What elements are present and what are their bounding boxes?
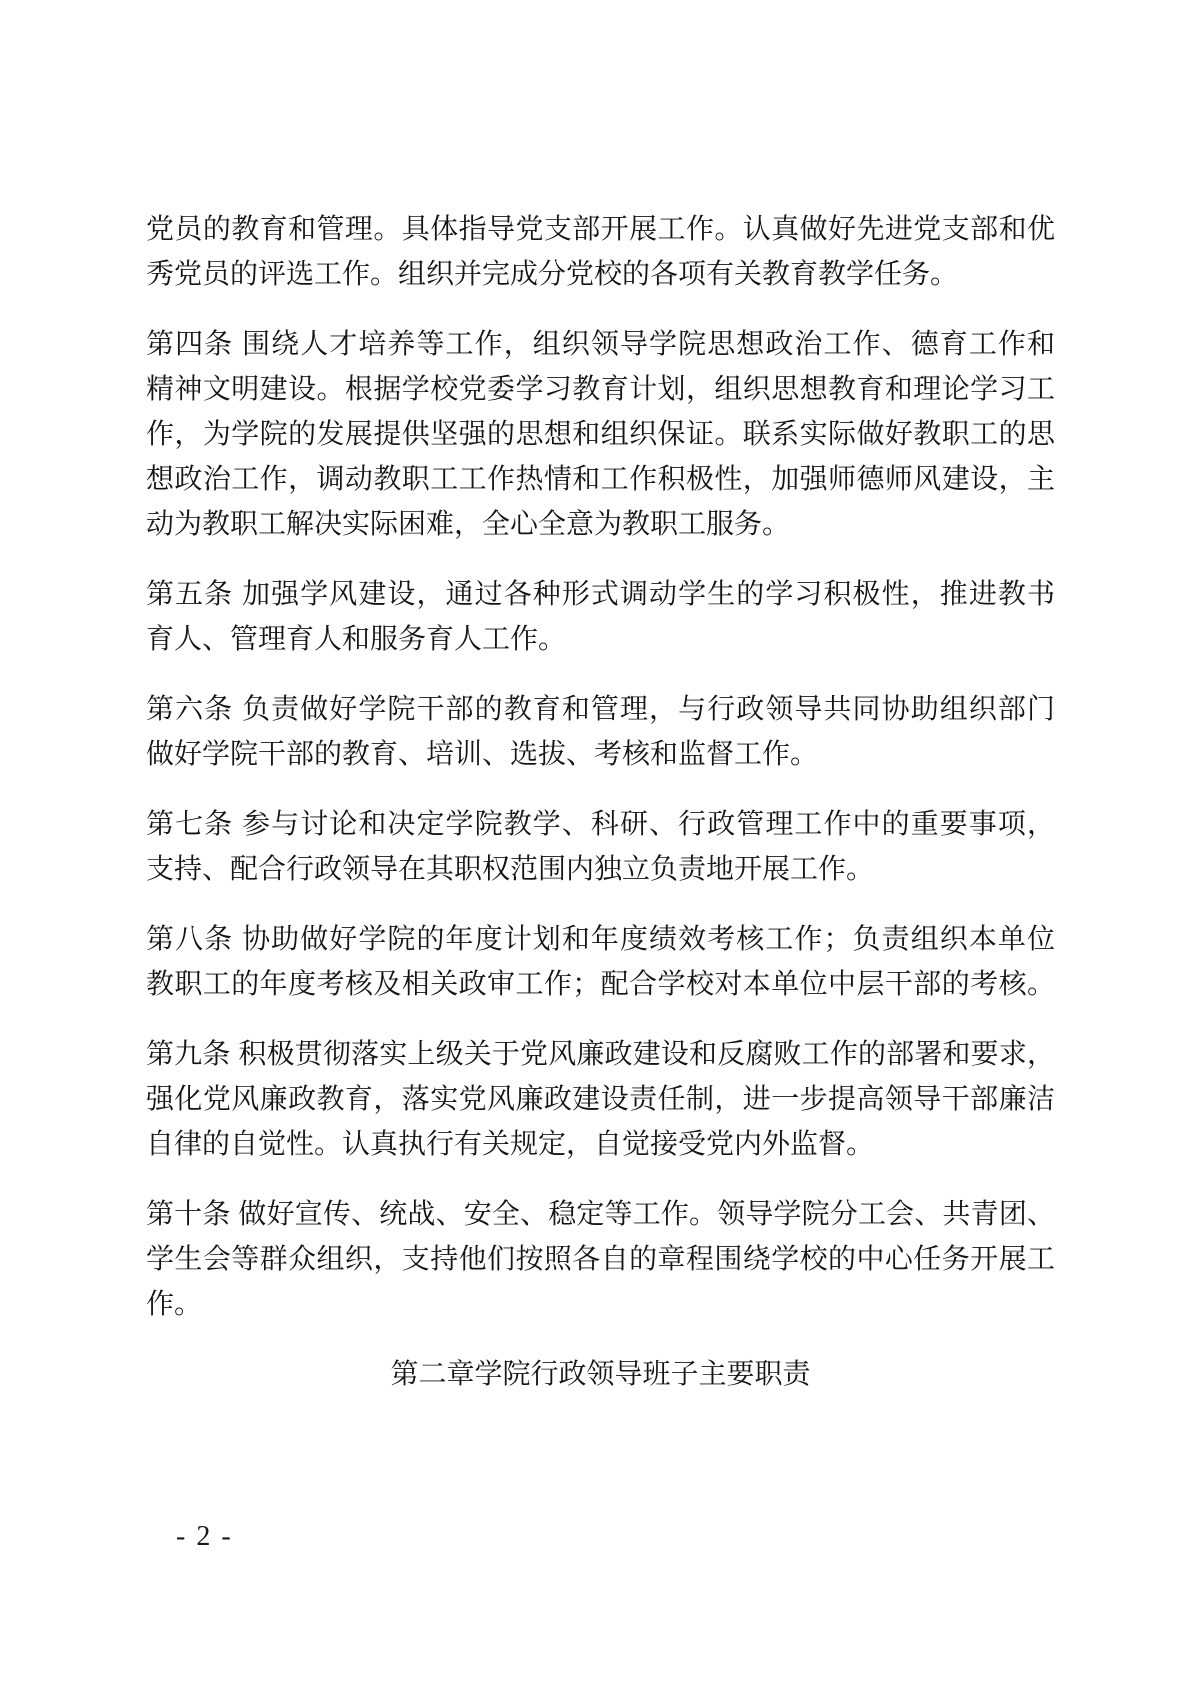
text-line: 秀党员的评选工作。组织并完成分党校的各项有关教育教学任务。 <box>146 258 959 289</box>
paragraph-article-4 <box>146 321 1055 546</box>
text-line: 做好学院干部的教育、培训、选拔、考核和监督工作。 <box>146 738 819 769</box>
page-number: - 2 - <box>176 1521 233 1552</box>
text-line: 第九条 积极贯彻落实上级关于党风廉政建设和反腐败工作的部署和要求， <box>146 1038 1055 1069</box>
text-line: 动为教职工解决实际困难，全心全意为教职工服务。 <box>146 508 791 539</box>
paragraph-continuation <box>146 206 1055 296</box>
text-line: 作，为学院的发展提供坚强的思想和组织保证。联系实际做好教职工的思 <box>146 418 1055 449</box>
text-line: 第六条 负责做好学院干部的教育和管理，与行政领导共同协助组织部门 <box>146 693 1055 724</box>
text-line: 想政治工作，调动教职工工作热情和工作积极性，加强师德师风建设，主 <box>146 463 1055 494</box>
text-line: 作。 <box>146 1288 203 1319</box>
paragraph-article-5 <box>146 571 1055 661</box>
text-line: 学生会等群众组织，支持他们按照各自的章程围绕学校的中心任务开展工 <box>146 1243 1055 1274</box>
text-line: 第五条 加强学风建设，通过各种形式调动学生的学习积极性，推进教书 <box>146 578 1055 609</box>
text-line: 第七条 参与讨论和决定学院教学、科研、行政管理工作中的重要事项， <box>146 808 1055 839</box>
document-body <box>146 206 1055 1396</box>
text-line: 第十条 做好宣传、统战、安全、稳定等工作。领导学院分工会、共青团、 <box>146 1198 1055 1229</box>
text-line: 第四条 围绕人才培养等工作，组织领导学院思想政治工作、德育工作和 <box>146 328 1055 359</box>
text-line: 党员的教育和管理。具体指导党支部开展工作。认真做好先进党支部和优 <box>146 213 1055 244</box>
chapter-heading: 第二章学院行政领导班子主要职责 <box>390 1358 811 1389</box>
paragraph-article-7 <box>146 801 1055 891</box>
paragraph-article-9 <box>146 1031 1055 1166</box>
text-line: 精神文明建设。根据学校党委学习教育计划，组织思想教育和理论学习工 <box>146 373 1055 404</box>
text-line: 育人、管理育人和服务育人工作。 <box>146 623 567 654</box>
text-line: 强化党风廉政教育，落实党风廉政建设责任制，进一步提高领导干部廉洁 <box>146 1083 1055 1114</box>
paragraph-article-6 <box>146 686 1055 776</box>
paragraph-article-8 <box>146 916 1055 1006</box>
text-line: 教职工的年度考核及相关政审工作；配合学校对本单位中层干部的考核。 <box>146 968 1055 999</box>
paragraph-article-10 <box>146 1191 1055 1326</box>
text-line: 支持、配合行政领导在其职权范围内独立负责地开展工作。 <box>146 853 875 884</box>
text-line: 第八条 协助做好学院的年度计划和年度绩效考核工作；负责组织本单位 <box>146 923 1055 954</box>
text-line: 自律的自觉性。认真执行有关规定，自觉接受党内外监督。 <box>146 1128 875 1159</box>
